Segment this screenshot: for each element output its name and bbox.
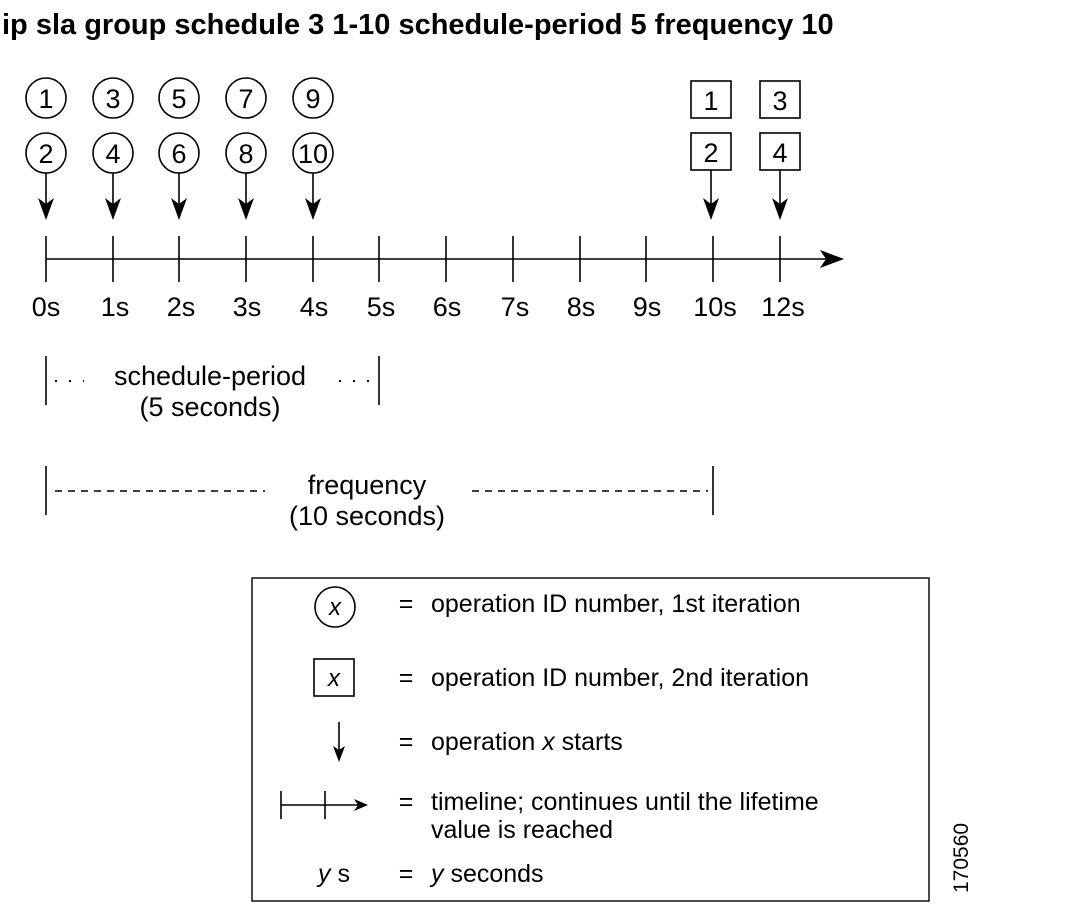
svg-text:4: 4 — [105, 139, 121, 169]
frequency-span — [46, 466, 713, 531]
svg-text:5: 5 — [171, 84, 187, 114]
legend-row-seconds — [316, 860, 544, 888]
first-iteration-bottom-row — [26, 133, 333, 173]
legend — [252, 578, 929, 901]
legend-row-box — [314, 659, 809, 696]
legend-seconds-text: y seconds — [431, 860, 544, 888]
legend-box-var: x — [328, 665, 340, 692]
start-arrow — [238, 173, 254, 220]
op-circle — [159, 78, 199, 118]
tick-label: 5s — [366, 292, 396, 322]
op-box — [760, 81, 800, 118]
tick-label: 10s — [693, 292, 737, 322]
start-arrow — [772, 170, 788, 220]
start-arrow — [171, 173, 187, 220]
svg-text:8: 8 — [238, 139, 254, 169]
start-arrow — [305, 173, 321, 220]
legend-timeline-text-line2: value is reached — [431, 816, 614, 844]
legend-equals: = — [398, 664, 414, 692]
legend-circle-var: x — [329, 594, 341, 621]
tick-label: 7s — [500, 292, 530, 322]
op-circle — [226, 78, 266, 118]
tick-label: 0s — [31, 292, 61, 322]
legend-arrow-text: operation x starts — [431, 728, 623, 756]
start-arrow — [105, 173, 121, 220]
timeline — [46, 236, 844, 282]
frequency-label: frequency — [307, 470, 427, 500]
legend-equals: = — [398, 860, 414, 888]
schedule-period-duration: (5 seconds) — [139, 392, 281, 422]
op-circle — [26, 78, 66, 118]
start-arrow — [38, 173, 54, 220]
diagram-title: ip sla group schedule 3 1-10 schedule-period 5 frequency 10 — [2, 9, 834, 41]
svg-text:1: 1 — [703, 86, 719, 116]
tick-label: 3s — [232, 292, 262, 322]
svg-text:3: 3 — [105, 84, 121, 114]
op-circle — [26, 133, 66, 173]
legend-equals: = — [398, 728, 414, 756]
svg-text:10: 10 — [297, 139, 329, 169]
op-box — [760, 133, 800, 170]
schedule-period-label: schedule-period — [113, 361, 307, 391]
op-box — [691, 81, 731, 118]
svg-text:7: 7 — [238, 84, 254, 114]
second-iteration-top-row — [691, 81, 800, 118]
tick-label: 2s — [166, 292, 196, 322]
tick-label: 8s — [566, 292, 596, 322]
op-circle — [159, 133, 199, 173]
legend-equals: = — [398, 590, 414, 618]
legend-circle-text: operation ID number, 1st iteration — [431, 590, 801, 618]
legend-seconds-symbol: y s — [318, 860, 350, 888]
legend-timeline-symbol — [281, 791, 368, 819]
first-iteration-top-row — [26, 78, 333, 118]
svg-text:3: 3 — [772, 86, 788, 116]
legend-timeline-text-line1: timeline; continues until the lifetime — [431, 788, 819, 816]
tick-label: 1s — [100, 292, 130, 322]
start-arrow — [703, 170, 719, 220]
op-circle — [293, 133, 333, 173]
legend-box-text: operation ID number, 2nd iteration — [431, 664, 810, 692]
svg-text:6: 6 — [171, 139, 187, 169]
svg-text:2: 2 — [703, 138, 719, 168]
svg-text:1: 1 — [38, 84, 54, 114]
tick-label: 4s — [299, 292, 329, 322]
tick-label: 12s — [761, 292, 805, 322]
legend-equals: = — [398, 788, 414, 816]
svg-text:2: 2 — [38, 139, 54, 169]
svg-text:9: 9 — [305, 84, 321, 114]
op-circle — [226, 133, 266, 173]
figure-id: 170560 — [950, 822, 973, 893]
op-circle — [93, 133, 133, 173]
start-arrows — [38, 170, 788, 220]
legend-row-timeline — [281, 788, 819, 844]
tick-label: 6s — [432, 292, 462, 322]
frequency-duration: (10 seconds) — [288, 501, 446, 531]
tick-label: 9s — [632, 292, 662, 322]
second-iteration-bottom-row — [691, 133, 800, 170]
legend-row-arrow — [333, 722, 623, 762]
op-circle — [93, 78, 133, 118]
svg-text:4: 4 — [772, 138, 788, 168]
op-circle — [293, 78, 333, 118]
schedule-period-span — [46, 356, 379, 422]
op-box — [691, 133, 731, 170]
legend-row-circle — [315, 587, 801, 627]
legend-arrow-symbol — [333, 722, 345, 762]
tick-labels — [32, 292, 805, 322]
